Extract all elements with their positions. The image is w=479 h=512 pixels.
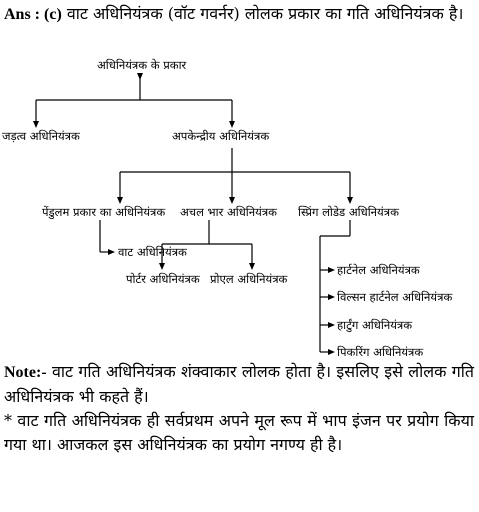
answer-label: Ans : (c)	[4, 6, 62, 23]
node-inertia-governor: जड़त्व अधिनियंत्रक	[2, 129, 80, 143]
node-wilson-hartnell-governor: विल्सन हार्टनेल अधिनियंत्रक	[337, 290, 453, 304]
node-hartung-governor: हार्टुंग अधिनियंत्रक	[337, 318, 413, 332]
node-pendulum-governor: पेंडुलम प्रकार का अधिनियंत्रक	[42, 205, 166, 219]
node-watt-governor: वाट अधिनियंत्रक	[118, 245, 187, 259]
node-porter-governor: पोर्टर अधिनियंत्रक	[126, 272, 200, 286]
note-text-1: वाट गति अधिनियंत्रक शंक्वाकार लोलक होता है। इसलिए इसे लोलक गति अधिनियंत्रक भी कहते हैं।	[4, 362, 474, 406]
note-label: Note:-	[4, 364, 47, 381]
node-hartnell-governor: हार्टनेल अधिनियंत्रक	[337, 263, 420, 277]
node-spring-loaded-governor: स्प्रिंग लोडेड अधिनियंत्रक	[298, 205, 399, 219]
answer-text: वाट अधिनियंत्रक (वॉट गवर्नर) लोलक प्रकार का गति अधिनियंत्रक है।	[66, 4, 464, 23]
node-pickering-governor: पिकरिंग अधिनियंत्रक	[337, 345, 424, 359]
node-dead-weight-governor: अचल भार अधिनियंत्रक	[180, 205, 278, 219]
node-governor-types: अधिनियंत्रक के प्रकार	[97, 58, 187, 72]
note-text-2: * वाट गति अधिनियंत्रक ही सर्वप्रथम अपने मूल रूप में भाप इंजन पर प्रयोग किया गया था। आजकल इस अधिनियंत्रक का प्रयोग नगण्य ही है।	[4, 411, 474, 454]
note-paragraph	[4, 360, 474, 409]
node-centrifugal-governor: अपकेन्द्रीय अधिनियंत्रक	[172, 129, 270, 143]
node-proell-governor: प्रोएल अधिनियंत्रक	[210, 272, 288, 286]
note-paragraph-2	[4, 409, 474, 457]
